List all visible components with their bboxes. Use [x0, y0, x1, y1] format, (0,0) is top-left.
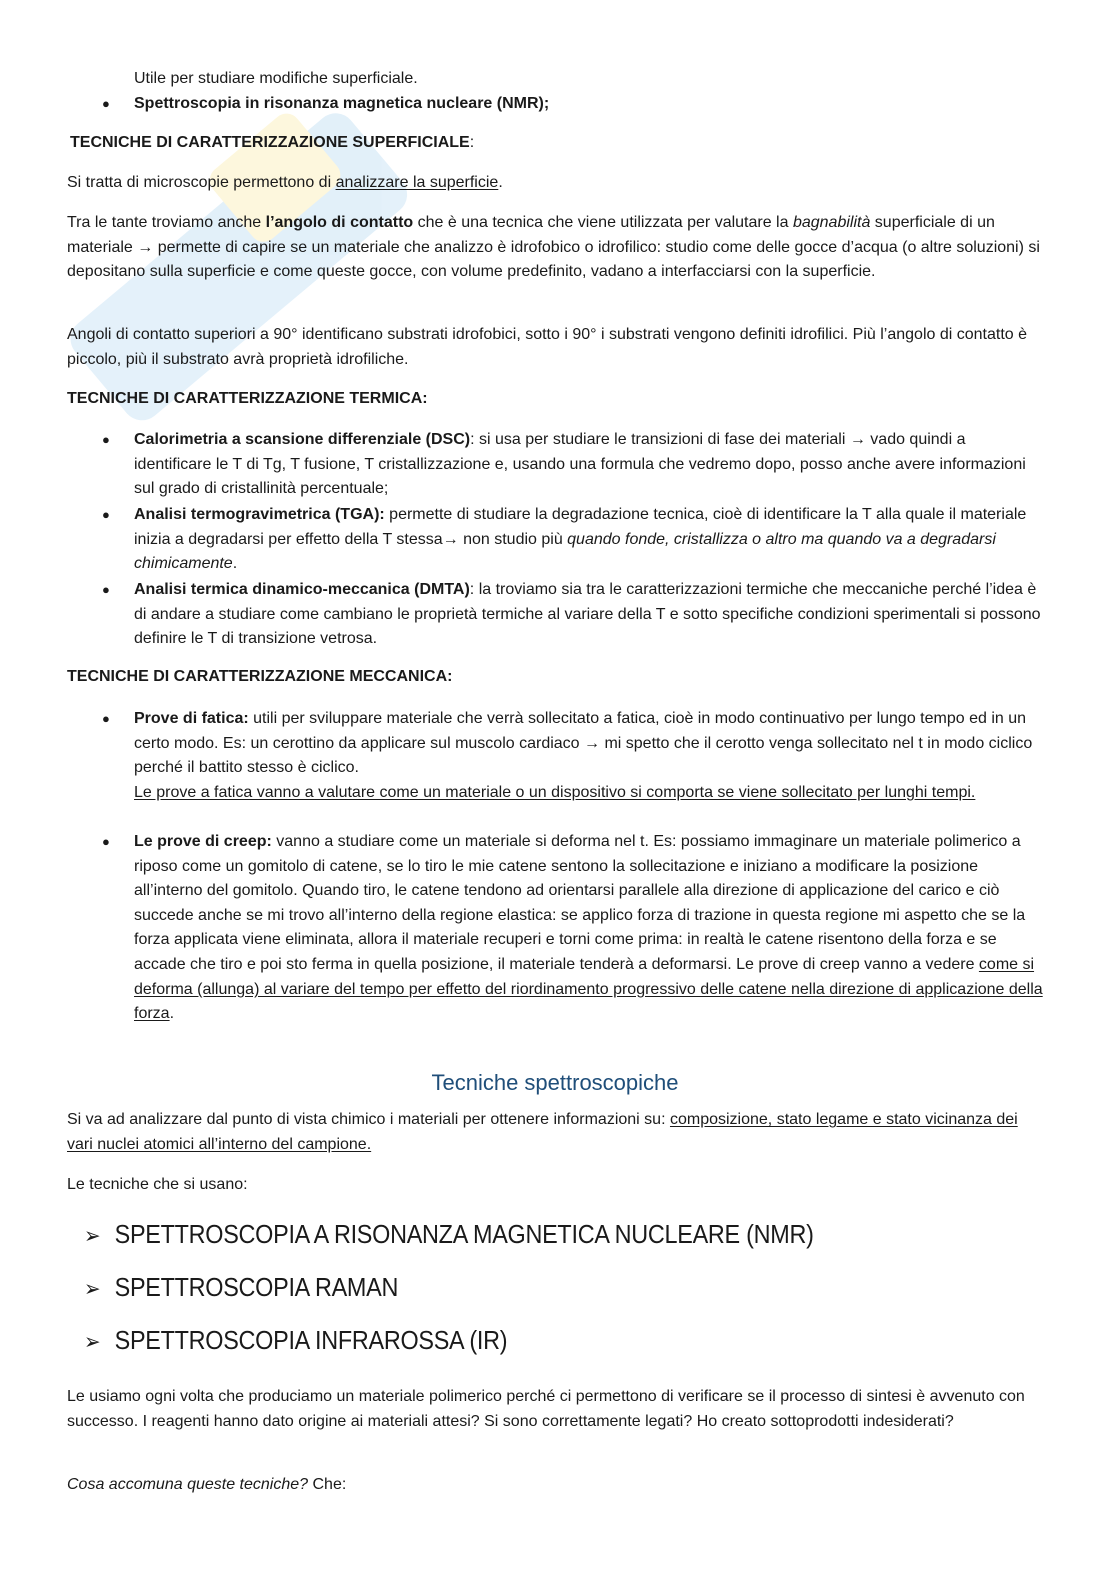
italic-text: bagnabilità: [792, 214, 871, 231]
bullet-icon: ●: [102, 432, 110, 447]
bullet-icon: ●: [102, 582, 110, 597]
bold-text: Calorimetria a scansione differenziale (DSC): [134, 431, 471, 448]
underlined-text: composizione, stato legame e stato vicinanza dei vari nuclei atomici all’interno del campione.: [67, 1111, 1018, 1153]
technique-label: SPETTROSCOPIA A RISONANZA MAGNETICA NUCLEARE (NMR): [114, 1219, 814, 1249]
text: che è una tecnica che viene utilizzata per valutare la: [413, 214, 793, 231]
text: .: [498, 174, 503, 191]
heading-text: TECNICHE DI CARATTERIZZAZIONE SUPERFICIALE: [70, 134, 470, 151]
technique-label: SPETTROSCOPIA RAMAN: [114, 1272, 399, 1302]
text: .: [169, 1005, 175, 1023]
text: vanno a studiare come un materiale si deforma nel t. Es: possiamo immaginare un materiale polimerico a riposo come un gomitolo di catene, se lo tiro le mie catene sentono la sollecitazione e iniziano a modificare la posizione all’interno del gomitolo. Quando tiro, le catene tendono ad orientarsi parallele alla direzione di applicazione del carico e ciò succede anche se mi trovo all’interno della regione elastica: se applico forza di trazione in questa regione mi aspetto che se la forza applicata viene eliminata, allora il materiale recuperi e torni come prima: in realtà le catene risentono della forza e se accade che tiro e poi sto ferma in quella posizione, il materiale tenderà a deformarsi. Le prove di creep vanno a vedere: [134, 833, 1026, 973]
technique-item: [84, 1219, 814, 1249]
text: .: [232, 555, 238, 573]
paragraph: [67, 1108, 1047, 1157]
bullet-item: [102, 578, 1044, 652]
text: permette di studiare la degradazione tecnica, cioè di identificare la T alla quale il materiale inizia a degradarsi per effetto della T stessa→ non studio più: [134, 506, 1027, 548]
text: : si usa per studiare le transizioni di fase dei materiali → vado quindi a identificare le T di Tg, T fusione, T cristallizzazione e, usando una formula che vedremo dopo, posso anche avere informazioni sul grado di cristallinità percentuale;: [134, 431, 1026, 498]
text: Utile per studiare modifiche superficiale.: [134, 70, 418, 87]
text: utili per sviluppare materiale che verrà sollecitato a fatica, cioè in modo continuativo per lungo tempo ed in un certo modo. Es: un cerottino da applicare sul muscolo cardiaco → mi spetto che il cerotto venga sollecitato nel t in modo ciclico perché il battito stesso è ciclico.: [134, 710, 1033, 777]
heading-termica: [67, 387, 1047, 412]
arrow-bullet-icon: ➢: [84, 1276, 101, 1301]
paragraph: [67, 1473, 1047, 1498]
bullet-item: [102, 830, 1044, 1027]
heading-meccanica: [67, 665, 1047, 690]
bold-text: Le prove di creep:: [134, 833, 272, 850]
bullet-icon: ●: [102, 507, 110, 522]
bullet-item: [102, 503, 1044, 577]
bold-text: l’angolo di contatto: [265, 214, 414, 231]
text: Si va ad analizzare dal punto di vista chimico i materiali per ottenere informazioni su:: [67, 1111, 670, 1128]
text: superficiale di un materiale → permette di capire se un materiale che analizzo è idrofobico o idrofilico: studio come delle gocce d’acqua (o altre soluzioni) si depositano sulla superficie e come queste gocce, con volume predefinito, vadano a interfacciarsi con la superficie.: [67, 214, 1040, 281]
paragraph: [67, 1385, 1047, 1434]
italic-text: quando fonde, cristallizza o altro ma quando va a degradarsi chimicamente: [134, 530, 996, 573]
text: Le tecniche che si usano:: [67, 1176, 248, 1193]
heading-suffix: :: [469, 134, 475, 151]
bold-text: Prove di fatica:: [134, 710, 249, 727]
bold-text: Analisi termogravimetrica (TGA):: [134, 506, 385, 523]
text: Si tratta di microscopie permettono di: [67, 174, 336, 191]
bullet-icon: ●: [102, 96, 110, 111]
paragraph: [67, 171, 1047, 196]
text: Tra le tante troviamo anche: [67, 214, 266, 231]
bullet-item: [102, 428, 1044, 502]
bullet-item: [102, 707, 1044, 805]
underlined-text: Le prove a fatica vanno a valutare come un materiale o un dispositivo si comporta se viene sollecitato per lunghi tempi.: [134, 783, 976, 801]
heading-text: TECNICHE DI CARATTERIZZAZIONE TERMICA:: [67, 390, 428, 407]
bold-text: Spettroscopia in risonanza magnetica nucleare (NMR);: [134, 95, 550, 112]
bold-text: Analisi termica dinamico-meccanica (DMTA): [134, 581, 470, 598]
text: Che:: [308, 1476, 347, 1493]
arrow-bullet-icon: ➢: [84, 1223, 101, 1248]
underlined-text: analizzare la superficie: [335, 174, 499, 191]
paragraph: [67, 1173, 1047, 1198]
italic-text: Cosa accomuna queste tecniche?: [67, 1476, 309, 1493]
heading-text: TECNICHE DI CARATTERIZZAZIONE MECCANICA:: [67, 668, 453, 685]
technique-label: SPETTROSCOPIA INFRAROSSA (IR): [114, 1325, 508, 1355]
paragraph: [67, 323, 1047, 372]
paragraph: [134, 67, 1044, 92]
text: Angoli di contatto superiori a 90° identificano substrati idrofobici, sotto i 90° i substrati vengono definiti idrofilici. Più l’angolo di contatto è piccolo, più il substrato avrà proprietà idrofiliche.: [67, 326, 1028, 368]
bullet-icon: ●: [102, 834, 110, 849]
arrow-bullet-icon: ➢: [84, 1329, 101, 1354]
text: Le usiamo ogni volta che produciamo un materiale polimerico perché ci permettono di verificare se il processo di sintesi è avvenuto con successo. I reagenti hanno dato origine ai materiali attesi? Si sono correttamente legati? Ho creato sottoprodotti indesiderati?: [67, 1388, 1025, 1430]
technique-item: [84, 1272, 399, 1302]
bullet-icon: ●: [102, 711, 110, 726]
text: : la troviamo sia tra le caratterizzazioni termiche che meccaniche perché l’idea è di andare a studiare come cambiano le proprietà termiche al variare della T e sotto specifiche condizioni sperimentali si possono definire le T di transizione vetrosa.: [134, 581, 1041, 648]
technique-item: [84, 1325, 508, 1355]
bullet-item: [102, 92, 1044, 117]
paragraph: [67, 211, 1047, 285]
heading-superficiale: [70, 131, 1050, 156]
underlined-text: come si deforma (allunga) al variare del tempo per effetto del riordinamento progressivo delle catene nella direzione di applicazione della forza: [134, 955, 1043, 1023]
section-title: Tecniche spettroscopiche: [431, 1070, 679, 1095]
